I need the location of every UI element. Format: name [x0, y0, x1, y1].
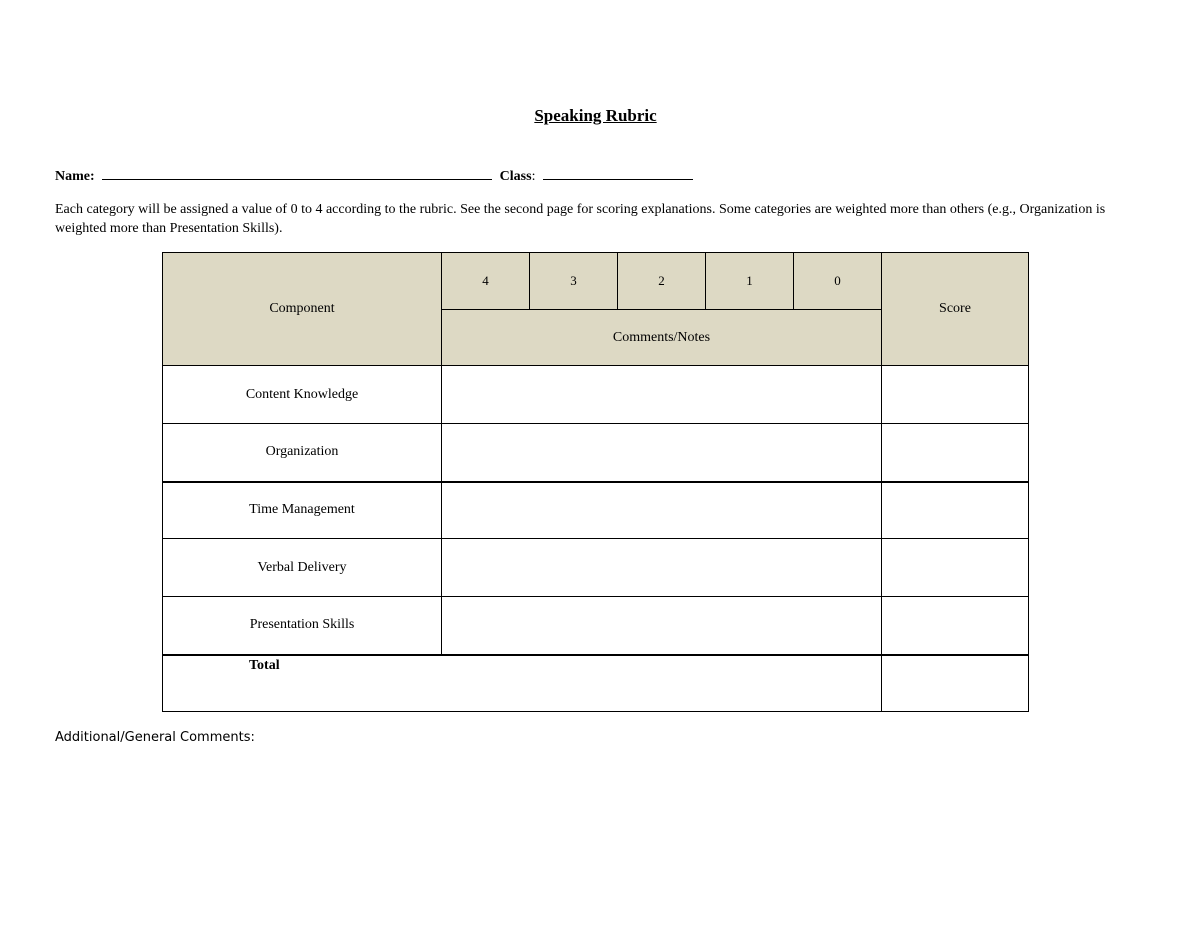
comments-cell[interactable]: [442, 366, 882, 424]
score-cell[interactable]: [882, 366, 1029, 424]
class-field[interactable]: [543, 165, 693, 180]
score-cell[interactable]: [882, 482, 1029, 539]
name-class-line: [55, 165, 693, 185]
comments-cell[interactable]: [442, 539, 882, 597]
comments-cell[interactable]: [442, 482, 882, 539]
score-cell[interactable]: [882, 597, 1029, 655]
table-row: [163, 539, 1029, 597]
class-colon: :: [531, 169, 536, 184]
total-score-cell[interactable]: [882, 655, 1029, 712]
score-col-2: 2: [618, 253, 706, 310]
table-row: [163, 597, 1029, 655]
score-col-1: 1: [706, 253, 794, 310]
row-label: Time Management: [163, 482, 442, 539]
name-label: Name:: [55, 169, 95, 184]
table-row: [163, 482, 1029, 539]
class-label: Class: [499, 169, 532, 184]
score-cell[interactable]: [882, 539, 1029, 597]
component-header: Component: [163, 253, 442, 366]
total-row: [163, 655, 1029, 712]
score-col-3: 3: [530, 253, 618, 310]
row-label: Content Knowledge: [163, 366, 442, 424]
score-col-4: 4: [442, 253, 530, 310]
comments-cell[interactable]: [442, 424, 882, 482]
additional-comments-label: Additional/General Comments:: [55, 730, 255, 745]
row-label: Verbal Delivery: [163, 539, 442, 597]
score-header: Score: [882, 253, 1029, 366]
comments-cell[interactable]: [442, 597, 882, 655]
table-row: [163, 424, 1029, 482]
score-col-0: 0: [794, 253, 882, 310]
comments-header: Comments/Notes: [442, 310, 882, 366]
instructions-text: Each category will be assigned a value of 0 to 4 according to the rubric. See the second page for scoring explanations. Some categories are weighted more than others (e.g., Organization is weighted more than Presentation Skills).: [55, 202, 1106, 236]
table-row: [163, 366, 1029, 424]
page-title: Speaking Rubric: [534, 106, 657, 125]
row-label: Presentation Skills: [163, 597, 442, 655]
score-cell[interactable]: [882, 424, 1029, 482]
total-label: Total: [163, 655, 882, 712]
row-label: Organization: [163, 424, 442, 482]
name-field[interactable]: [102, 165, 492, 180]
rubric-table: [162, 252, 1029, 712]
